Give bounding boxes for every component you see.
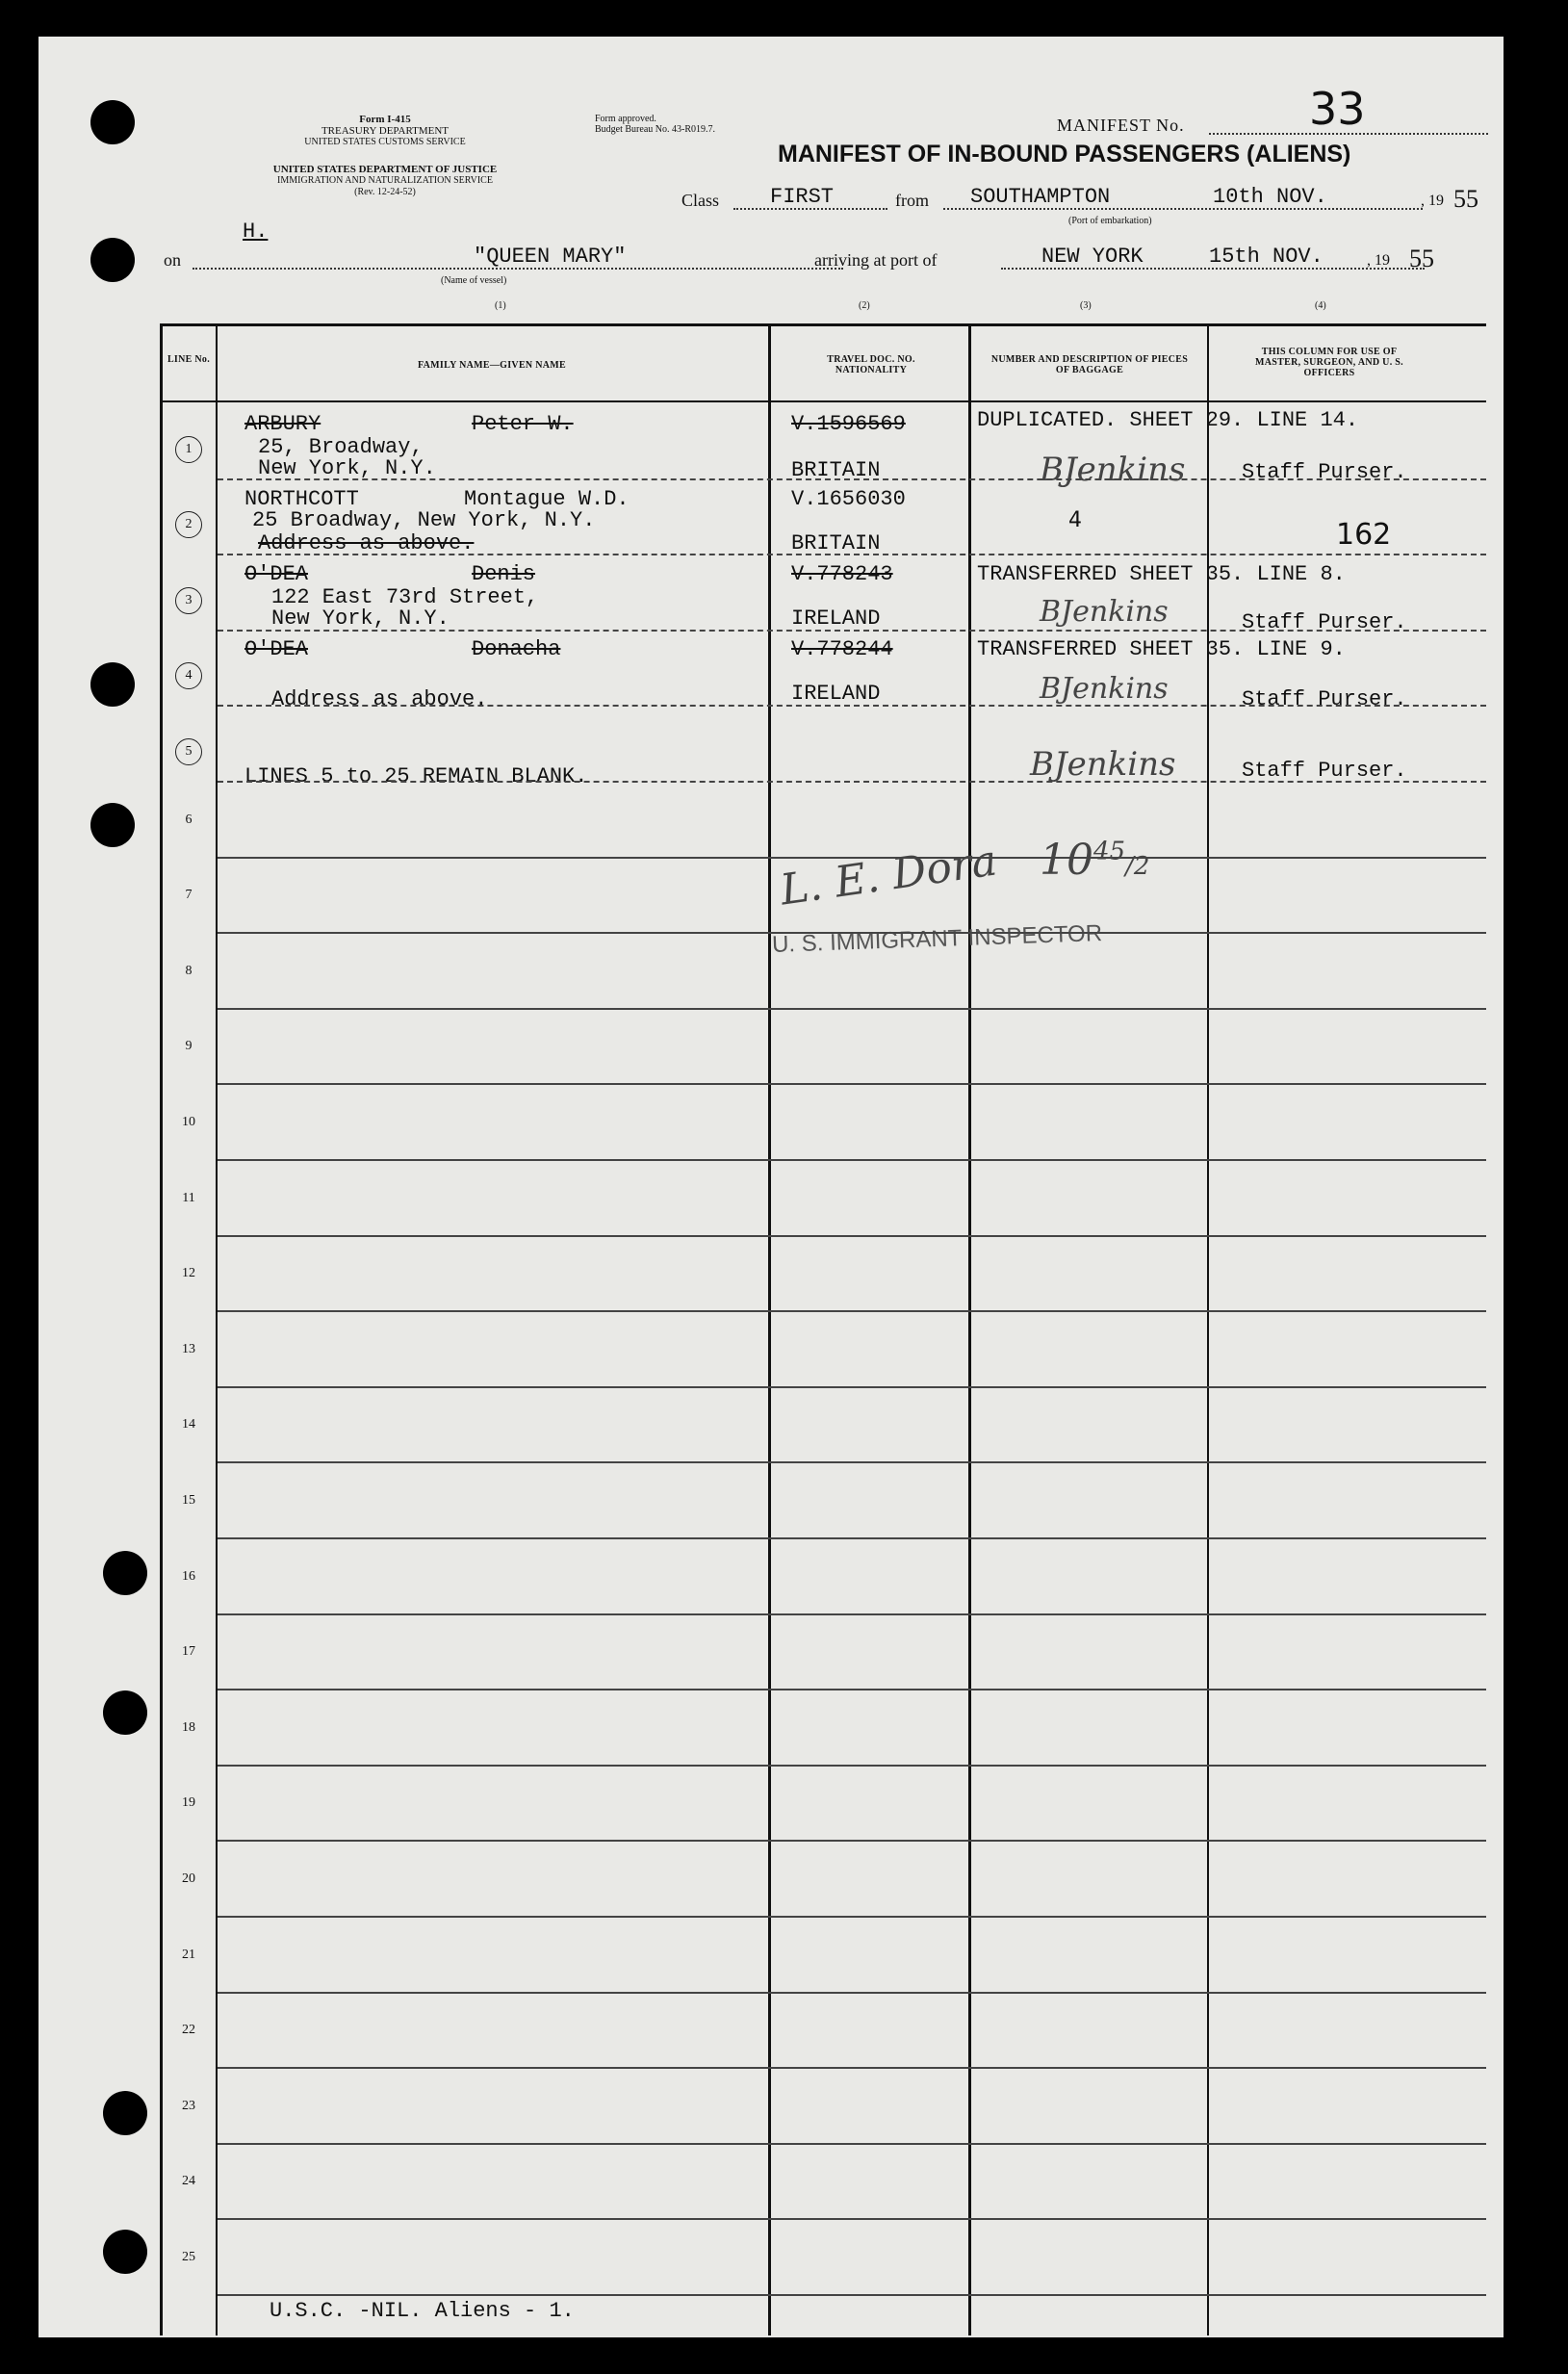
departure-date: 10th NOV. xyxy=(1213,185,1327,209)
row-rule xyxy=(218,932,1486,934)
line-number: 11 xyxy=(182,1191,195,1205)
row1-addr2: New York, N.Y. xyxy=(258,456,436,480)
line-number: 2 xyxy=(175,511,202,538)
row-rule xyxy=(218,1235,1486,1237)
line-number: 15 xyxy=(182,1493,195,1508)
manifest-label: MANIFEST No. xyxy=(1057,116,1185,135)
row1-note: DUPLICATED. SHEET 29. LINE 14. xyxy=(977,408,1359,432)
form-approved: Form approved. xyxy=(595,114,656,124)
col-num-3: (3) xyxy=(1080,300,1092,311)
inspector-signature: L. E. Dora xyxy=(777,836,1000,916)
row3-doc: V.778243 xyxy=(791,562,893,586)
vessel-prefix: H. xyxy=(243,219,269,244)
binder-hole xyxy=(90,238,135,282)
header-travel-doc: TRAVEL DOC. NO. NATIONALITY xyxy=(827,354,915,375)
row-rule xyxy=(218,1689,1486,1690)
col-sep-line xyxy=(216,323,218,2335)
binder-hole xyxy=(103,1551,147,1595)
header-baggage: NUMBER AND DESCRIPTION OF PIECES OF BAGGAGE xyxy=(990,354,1189,375)
line-number: 22 xyxy=(182,2023,195,2037)
line-number: 17 xyxy=(182,1644,195,1659)
year-prefix: , 19 xyxy=(1421,193,1444,209)
form-revision: (Rev. 12-24-52) xyxy=(354,187,416,197)
table-top-border xyxy=(160,323,1486,326)
row-rule xyxy=(218,478,1486,480)
inspector-caption: U. S. IMMIGRANT INSPECTOR xyxy=(771,920,1103,958)
line-number: 5 xyxy=(175,738,202,765)
line-number: 1 xyxy=(175,436,202,463)
row2-number: 162 xyxy=(1336,518,1392,552)
row2-addr1: 25 Broadway, New York, N.Y. xyxy=(252,508,596,532)
class-value: FIRST xyxy=(770,185,835,209)
vessel-note: (Name of vessel) xyxy=(441,275,507,286)
row-rule xyxy=(218,1537,1486,1539)
purser-signature: BJenkins xyxy=(1040,672,1169,706)
row2-baggage: 4 xyxy=(1068,508,1082,532)
line-number: 9 xyxy=(185,1039,193,1053)
agency-justice: UNITED STATES DEPARTMENT OF JUSTICE xyxy=(272,164,498,175)
row-rule xyxy=(218,1310,1486,1312)
inspector-time-min: 45 xyxy=(1093,837,1126,866)
row3-addr2: New York, N.Y. xyxy=(271,606,450,631)
row2-nationality: BRITAIN xyxy=(791,531,881,555)
embarkation-port: SOUTHAMPTON xyxy=(970,185,1111,209)
header-name: FAMILY NAME—GIVEN NAME xyxy=(417,360,566,371)
binder-hole xyxy=(103,1690,147,1735)
agency-treasury: TREASURY DEPARTMENT xyxy=(321,125,450,137)
line-number: 20 xyxy=(182,1871,195,1886)
binder-hole xyxy=(90,662,135,707)
line-number: 16 xyxy=(182,1569,195,1584)
table-left-border xyxy=(160,323,163,2335)
row3-addr1: 122 East 73rd Street, xyxy=(271,585,539,609)
row5-text: LINES 5 to 25 REMAIN BLANK. xyxy=(244,764,588,788)
row-rule xyxy=(218,630,1486,632)
arrival-date: 15th NOV. xyxy=(1209,245,1324,269)
line-number: 3 xyxy=(175,587,202,614)
header-line-no: LINE No. xyxy=(167,354,211,365)
row3-surname: O'DEA xyxy=(244,562,309,586)
col-sep-baggage xyxy=(1207,323,1209,2335)
inspector-time-sub: /2 xyxy=(1125,852,1150,881)
row-rule xyxy=(218,1840,1486,1842)
line-number: 24 xyxy=(182,2174,195,2188)
line-number: 4 xyxy=(175,662,202,689)
manifest-number: 33 xyxy=(1309,83,1366,135)
row-rule xyxy=(218,2294,1486,2296)
line-number: 25 xyxy=(182,2250,195,2264)
arrival-year-prefix: , 19 xyxy=(1367,252,1390,269)
arrival-year: 55 xyxy=(1409,245,1434,272)
row4-note: TRANSFERRED SHEET 35. LINE 9. xyxy=(977,637,1346,661)
row-rule xyxy=(218,554,1486,555)
line-number: 18 xyxy=(182,1720,195,1735)
row-rule xyxy=(218,781,1486,783)
line-number: 12 xyxy=(182,1266,195,1280)
row4-nationality: IRELAND xyxy=(791,682,881,706)
line-number: 23 xyxy=(182,2099,195,2113)
row-rule xyxy=(218,1008,1486,1010)
row2-addr2: Address as above. xyxy=(258,531,475,555)
vessel-name: "QUEEN MARY" xyxy=(474,245,627,269)
binder-hole xyxy=(90,100,135,144)
col-num-1: (1) xyxy=(495,300,506,311)
header-officers: THIS COLUMN FOR USE OF MASTER, SURGEON, AND U. S. OFFICERS xyxy=(1255,347,1403,378)
from-label: from xyxy=(895,191,929,210)
row-rule xyxy=(218,1765,1486,1767)
line-number: 8 xyxy=(185,964,193,978)
row-rule xyxy=(218,1083,1486,1085)
row-rule xyxy=(218,1992,1486,1994)
row-rule xyxy=(218,1916,1486,1918)
purser-signature: BJenkins xyxy=(1040,451,1186,489)
row2-given: Montague W.D. xyxy=(464,487,630,511)
inspector-time xyxy=(1040,836,1149,885)
line-number: 6 xyxy=(185,813,193,827)
row1-doc: V.1596569 xyxy=(791,412,906,436)
line-number: 7 xyxy=(185,888,193,902)
row1-surname: ARBURY xyxy=(244,412,321,436)
row4-surname: O'DEA xyxy=(244,637,309,661)
row-rule xyxy=(218,2067,1486,2069)
row2-doc: V.1656030 xyxy=(791,487,906,511)
departure-year: 55 xyxy=(1453,185,1478,213)
line-number: 10 xyxy=(182,1115,195,1129)
purser-signature: BJenkins xyxy=(1030,745,1176,784)
line-number: 13 xyxy=(182,1342,195,1356)
on-label: on xyxy=(164,250,181,270)
class-label: Class xyxy=(681,191,720,210)
row1-addr1: 25, Broadway, xyxy=(258,435,424,459)
footer-text: U.S.C. -NIL. Aliens - 1. xyxy=(270,2299,575,2323)
row-rule xyxy=(218,857,1486,859)
agency-customs: UNITED STATES CUSTOMS SERVICE xyxy=(304,137,466,147)
row-rule xyxy=(218,1613,1486,1615)
inspector-time-hour: 10 xyxy=(1040,836,1093,885)
col-sep-name xyxy=(768,323,771,2335)
port-note: (Port of embarkation) xyxy=(1068,216,1152,226)
row-rule xyxy=(218,2218,1486,2220)
arriving-label: arriving at port of xyxy=(814,250,938,270)
line-number: 14 xyxy=(182,1417,195,1432)
row3-purser: Staff Purser. xyxy=(1242,610,1407,634)
row-rule xyxy=(218,705,1486,707)
form-number: Form I-415 xyxy=(359,114,411,125)
row4-given: Donacha xyxy=(472,637,561,661)
row-rule xyxy=(218,1386,1486,1388)
line-number: 19 xyxy=(182,1795,195,1810)
row4-addr1: Address as above. xyxy=(271,687,488,711)
row-rule xyxy=(218,1159,1486,1161)
col-num-4: (4) xyxy=(1315,300,1326,311)
line-number: 21 xyxy=(182,1948,195,1962)
agency-ins: IMMIGRATION AND NATURALIZATION SERVICE xyxy=(277,175,493,186)
row1-given: Peter W. xyxy=(472,412,574,436)
row2-surname: NORTHCOTT xyxy=(244,487,359,511)
row-rule xyxy=(218,1461,1486,1463)
binder-hole xyxy=(103,2091,147,2135)
arrival-port: NEW YORK xyxy=(1041,245,1144,269)
row-rule xyxy=(218,2143,1486,2145)
col-num-2: (2) xyxy=(859,300,870,311)
binder-hole xyxy=(103,2230,147,2274)
manifest-page xyxy=(39,37,1504,2337)
binder-hole xyxy=(90,803,135,847)
table-header-border xyxy=(160,400,1486,402)
manifest-title: MANIFEST OF IN-BOUND PASSENGERS (ALIENS) xyxy=(778,141,1351,168)
row3-given: Denis xyxy=(472,562,536,586)
row3-note: TRANSFERRED SHEET 35. LINE 8. xyxy=(977,562,1346,586)
row4-purser: Staff Purser. xyxy=(1242,687,1407,711)
budget-bureau: Budget Bureau No. 43-R019.7. xyxy=(595,124,715,135)
row3-nationality: IRELAND xyxy=(791,606,881,631)
row1-nationality: BRITAIN xyxy=(791,458,881,482)
col-sep-doc xyxy=(968,323,971,2335)
row4-doc: V.778244 xyxy=(791,637,893,661)
row1-purser: Staff Purser. xyxy=(1242,460,1407,484)
row5-purser: Staff Purser. xyxy=(1242,759,1407,783)
purser-signature: BJenkins xyxy=(1040,595,1169,629)
